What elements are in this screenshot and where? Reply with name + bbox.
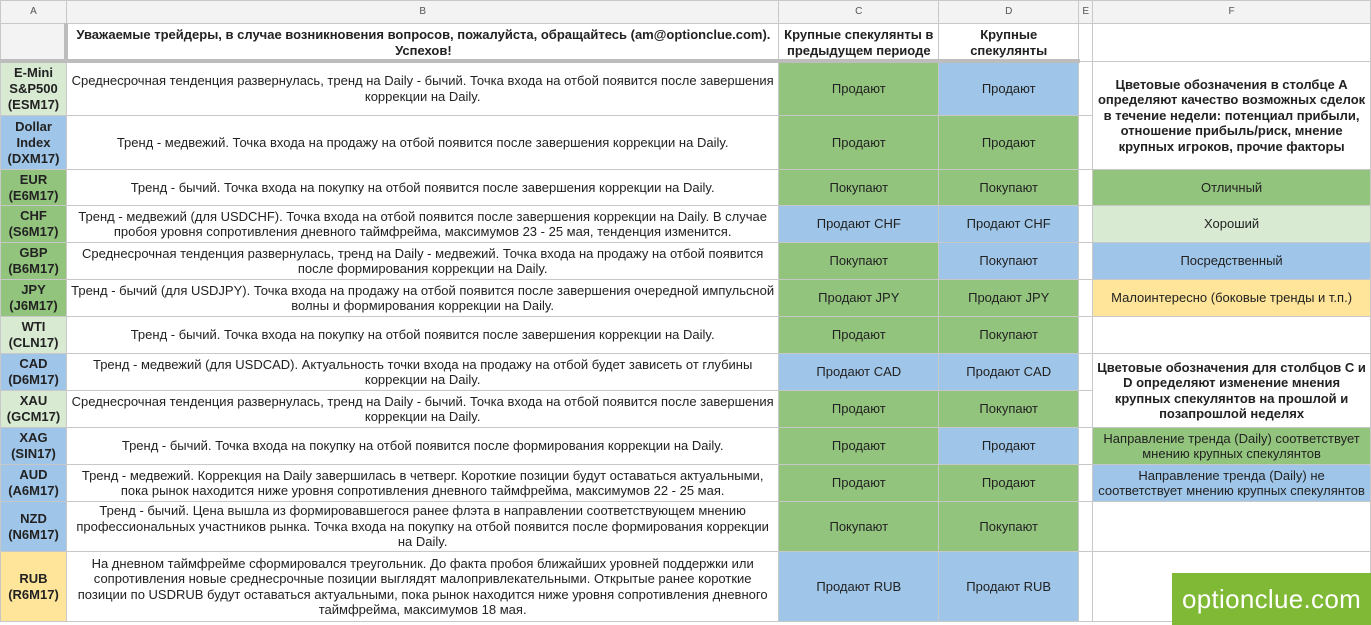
- trend-description-cell[interactable]: Тренд - медвежий. Коррекция на Daily завершилась в четверг. Короткие позиции будут оставаться актуальными, пока рынок находится ниже уровня сопротивления дневного таймфрейма, максимумов 22 - 25 мая.: [66, 465, 778, 502]
- header-cell-f[interactable]: [1093, 24, 1371, 62]
- instrument-row: [1, 170, 1371, 206]
- legend-item-cell[interactable]: Направление тренда (Daily) соответствует мнению крупных спекулянтов: [1093, 428, 1371, 465]
- empty-cell-e[interactable]: [1079, 280, 1093, 317]
- trend-description-cell[interactable]: Среднесрочная тенденция развернулась, тренд на Daily - бычий. Точка входа на отбой появится после завершения коррекции на Daily.: [66, 62, 778, 116]
- legend-item-cell[interactable]: Отличный: [1093, 170, 1371, 206]
- legend-item-cell[interactable]: Хороший: [1093, 206, 1371, 243]
- frozen-rows-divider: [0, 59, 1080, 63]
- header-cell-a[interactable]: [1, 24, 67, 62]
- prev-speculators-cell[interactable]: Продают JPY: [779, 280, 939, 317]
- prev-speculators-cell[interactable]: Продают: [779, 428, 939, 465]
- empty-cell-e[interactable]: [1079, 116, 1093, 170]
- instrument-row: [1, 317, 1371, 354]
- instrument-code-cell[interactable]: CHF (S6M17): [1, 206, 67, 243]
- column-header-c[interactable]: C: [779, 1, 939, 24]
- instrument-row: [1, 62, 1371, 116]
- instrument-row: [1, 502, 1371, 552]
- empty-cell-e[interactable]: [1079, 170, 1093, 206]
- column-header-a[interactable]: A: [1, 1, 67, 24]
- speculators-cell[interactable]: Покупают: [939, 391, 1079, 428]
- trend-description-cell[interactable]: Тренд - бычий (для USDJPY). Точка входа на продажу на отбой появится после завершения очередной импульсной волны и формирования коррекции на Daily.: [66, 280, 778, 317]
- instrument-code-cell[interactable]: XAU (GCM17): [1, 391, 67, 428]
- speculators-cell[interactable]: Продают CHF: [939, 206, 1079, 243]
- legend-title-cell[interactable]: Цветовые обозначения для столбцов C и D определяют изменение мнения крупных спекулянтов на прошлой и позапрошлой неделях: [1093, 354, 1371, 428]
- prev-speculators-cell[interactable]: Покупают: [779, 502, 939, 552]
- instrument-code-cell[interactable]: E-Mini S&P500 (ESM17): [1, 62, 67, 116]
- speculators-cell[interactable]: Покупают: [939, 502, 1079, 552]
- column-header-f[interactable]: F: [1093, 1, 1371, 24]
- speculators-cell[interactable]: Покупают: [939, 317, 1079, 354]
- instrument-code-cell[interactable]: Dollar Index (DXM17): [1, 116, 67, 170]
- instrument-row: [1, 552, 1371, 622]
- speculators-cell[interactable]: Продают: [939, 62, 1079, 116]
- legend-item-cell[interactable]: Направление тренда (Daily) не соответствует мнению крупных спекулянтов: [1093, 465, 1371, 502]
- prev-speculators-header[interactable]: Крупные спекулянты в предыдущем периоде: [779, 24, 939, 62]
- instrument-code-cell[interactable]: RUB (R6M17): [1, 552, 67, 622]
- legend-title-cell[interactable]: Цветовые обозначения в столбце A определяют качество возможных сделок в течение недели: потенциал прибыли, отношение прибыль/риск, мнение крупных игроков, прочие факторы: [1093, 62, 1371, 170]
- empty-cell-f[interactable]: [1093, 502, 1371, 552]
- empty-cell-e[interactable]: [1079, 354, 1093, 391]
- column-header-b[interactable]: B: [66, 1, 778, 24]
- column-header-row: [1, 1, 1371, 24]
- instrument-code-cell[interactable]: AUD (A6M17): [1, 465, 67, 502]
- trend-description-cell[interactable]: На дневном таймфрейме сформировался треугольник. До факта пробоя ближайших уровней поддержки или сопротивления новые среднесрочные позиции выглядят малопривлекательными. Открытые ранее короткие позиции по USDRUB будут оставаться актуальными, пока рынок находится ниже уровня сопротивления дневного таймфрейма, максимумов 18 мая.: [66, 552, 778, 622]
- speculators-header[interactable]: Крупные спекулянты: [939, 24, 1079, 62]
- column-header-d[interactable]: D: [939, 1, 1079, 24]
- trend-description-cell[interactable]: Тренд - медвежий. Точка входа на продажу на отбой появится после завершения коррекции на Daily.: [66, 116, 778, 170]
- instrument-code-cell[interactable]: XAG (SIN17): [1, 428, 67, 465]
- column-header-e[interactable]: E: [1079, 1, 1093, 24]
- prev-speculators-cell[interactable]: Продают: [779, 317, 939, 354]
- prev-speculators-cell[interactable]: Продают CHF: [779, 206, 939, 243]
- empty-cell-e[interactable]: [1079, 206, 1093, 243]
- speculators-cell[interactable]: Покупают: [939, 170, 1079, 206]
- instrument-code-cell[interactable]: EUR (E6M17): [1, 170, 67, 206]
- instrument-code-cell[interactable]: JPY (J6M17): [1, 280, 67, 317]
- prev-speculators-cell[interactable]: Продают: [779, 116, 939, 170]
- trend-description-cell[interactable]: Среднесрочная тенденция развернулась, тренд на Daily - медвежий. Точка входа на продажу на отбой появится после формирования коррекции на Daily.: [66, 243, 778, 280]
- speculators-cell[interactable]: Продают: [939, 465, 1079, 502]
- trend-description-cell[interactable]: Среднесрочная тенденция развернулась, тренд на Daily - бычий. Точка входа на отбой появится после завершения коррекции на Daily.: [66, 391, 778, 428]
- prev-speculators-cell[interactable]: Продают: [779, 465, 939, 502]
- empty-cell-e[interactable]: [1079, 502, 1093, 552]
- empty-cell-f[interactable]: [1093, 317, 1371, 354]
- speculators-cell[interactable]: Продают RUB: [939, 552, 1079, 622]
- instrument-row: [1, 243, 1371, 280]
- empty-cell-e[interactable]: [1079, 243, 1093, 280]
- prev-speculators-cell[interactable]: Продают CAD: [779, 354, 939, 391]
- trend-description-cell[interactable]: Тренд - медвежий (для USDCAD). Актуальность точки входа на продажу на отбой будет зависеть от глубины коррекции на Daily.: [66, 354, 778, 391]
- instrument-code-cell[interactable]: GBP (B6M17): [1, 243, 67, 280]
- empty-cell-e[interactable]: [1079, 552, 1093, 622]
- prev-speculators-cell[interactable]: Покупают: [779, 243, 939, 280]
- trend-description-cell[interactable]: Тренд - бычий. Цена вышла из формировавшегося ранее флэта в направлении соответствующем мнению профессиональных участников рынка. Точка входа на покупку на отбой появится после формирования коррекции на Daily.: [66, 502, 778, 552]
- header-cell-e[interactable]: [1079, 24, 1093, 62]
- instrument-code-cell[interactable]: WTI (CLN17): [1, 317, 67, 354]
- header-row: [1, 24, 1371, 62]
- instrument-row: [1, 465, 1371, 502]
- notice-cell[interactable]: Уважаемые трейдеры, в случае возникновения вопросов, пожалуйста, обращайтесь (am@optionclue.com). Успехов!: [66, 24, 778, 62]
- speculators-cell[interactable]: Продают: [939, 428, 1079, 465]
- trend-description-cell[interactable]: Тренд - бычий. Точка входа на покупку на отбой появится после завершения коррекции на Daily.: [66, 170, 778, 206]
- prev-speculators-cell[interactable]: Продают: [779, 391, 939, 428]
- speculators-cell[interactable]: Продают JPY: [939, 280, 1079, 317]
- legend-item-cell[interactable]: Посредственный: [1093, 243, 1371, 280]
- trend-description-cell[interactable]: Тренд - медвежий (для USDCHF). Точка входа на отбой появится после завершения коррекции на Daily. В случае пробоя уровня сопротивления дневного таймфрейма, максимумов 23 - 25 мая, тенденция изменится.: [66, 206, 778, 243]
- trend-description-cell[interactable]: Тренд - бычий. Точка входа на покупку на отбой появится после завершения коррекции на Daily.: [66, 317, 778, 354]
- speculators-cell[interactable]: Покупают: [939, 243, 1079, 280]
- empty-cell-e[interactable]: [1079, 62, 1093, 116]
- empty-cell-e[interactable]: [1079, 317, 1093, 354]
- empty-cell-e[interactable]: [1079, 391, 1093, 428]
- instrument-code-cell[interactable]: CAD (D6M17): [1, 354, 67, 391]
- prev-speculators-cell[interactable]: Продают RUB: [779, 552, 939, 622]
- instrument-row: [1, 354, 1371, 391]
- empty-cell-e[interactable]: [1079, 465, 1093, 502]
- instrument-row: [1, 428, 1371, 465]
- empty-cell-e[interactable]: [1079, 428, 1093, 465]
- instrument-row: [1, 280, 1371, 317]
- speculators-cell[interactable]: Продают: [939, 116, 1079, 170]
- speculators-cell[interactable]: Продают CAD: [939, 354, 1079, 391]
- instrument-code-cell[interactable]: NZD (N6M17): [1, 502, 67, 552]
- optionclue-logo: optionclue.com: [1172, 573, 1371, 625]
- prev-speculators-cell[interactable]: Продают: [779, 62, 939, 116]
- legend-item-cell[interactable]: Малоинтересно (боковые тренды и т.п.): [1093, 280, 1371, 317]
- instrument-row: [1, 206, 1371, 243]
- trend-description-cell[interactable]: Тренд - бычий. Точка входа на покупку на отбой появится после формирования коррекции на Daily.: [66, 428, 778, 465]
- prev-speculators-cell[interactable]: Покупают: [779, 170, 939, 206]
